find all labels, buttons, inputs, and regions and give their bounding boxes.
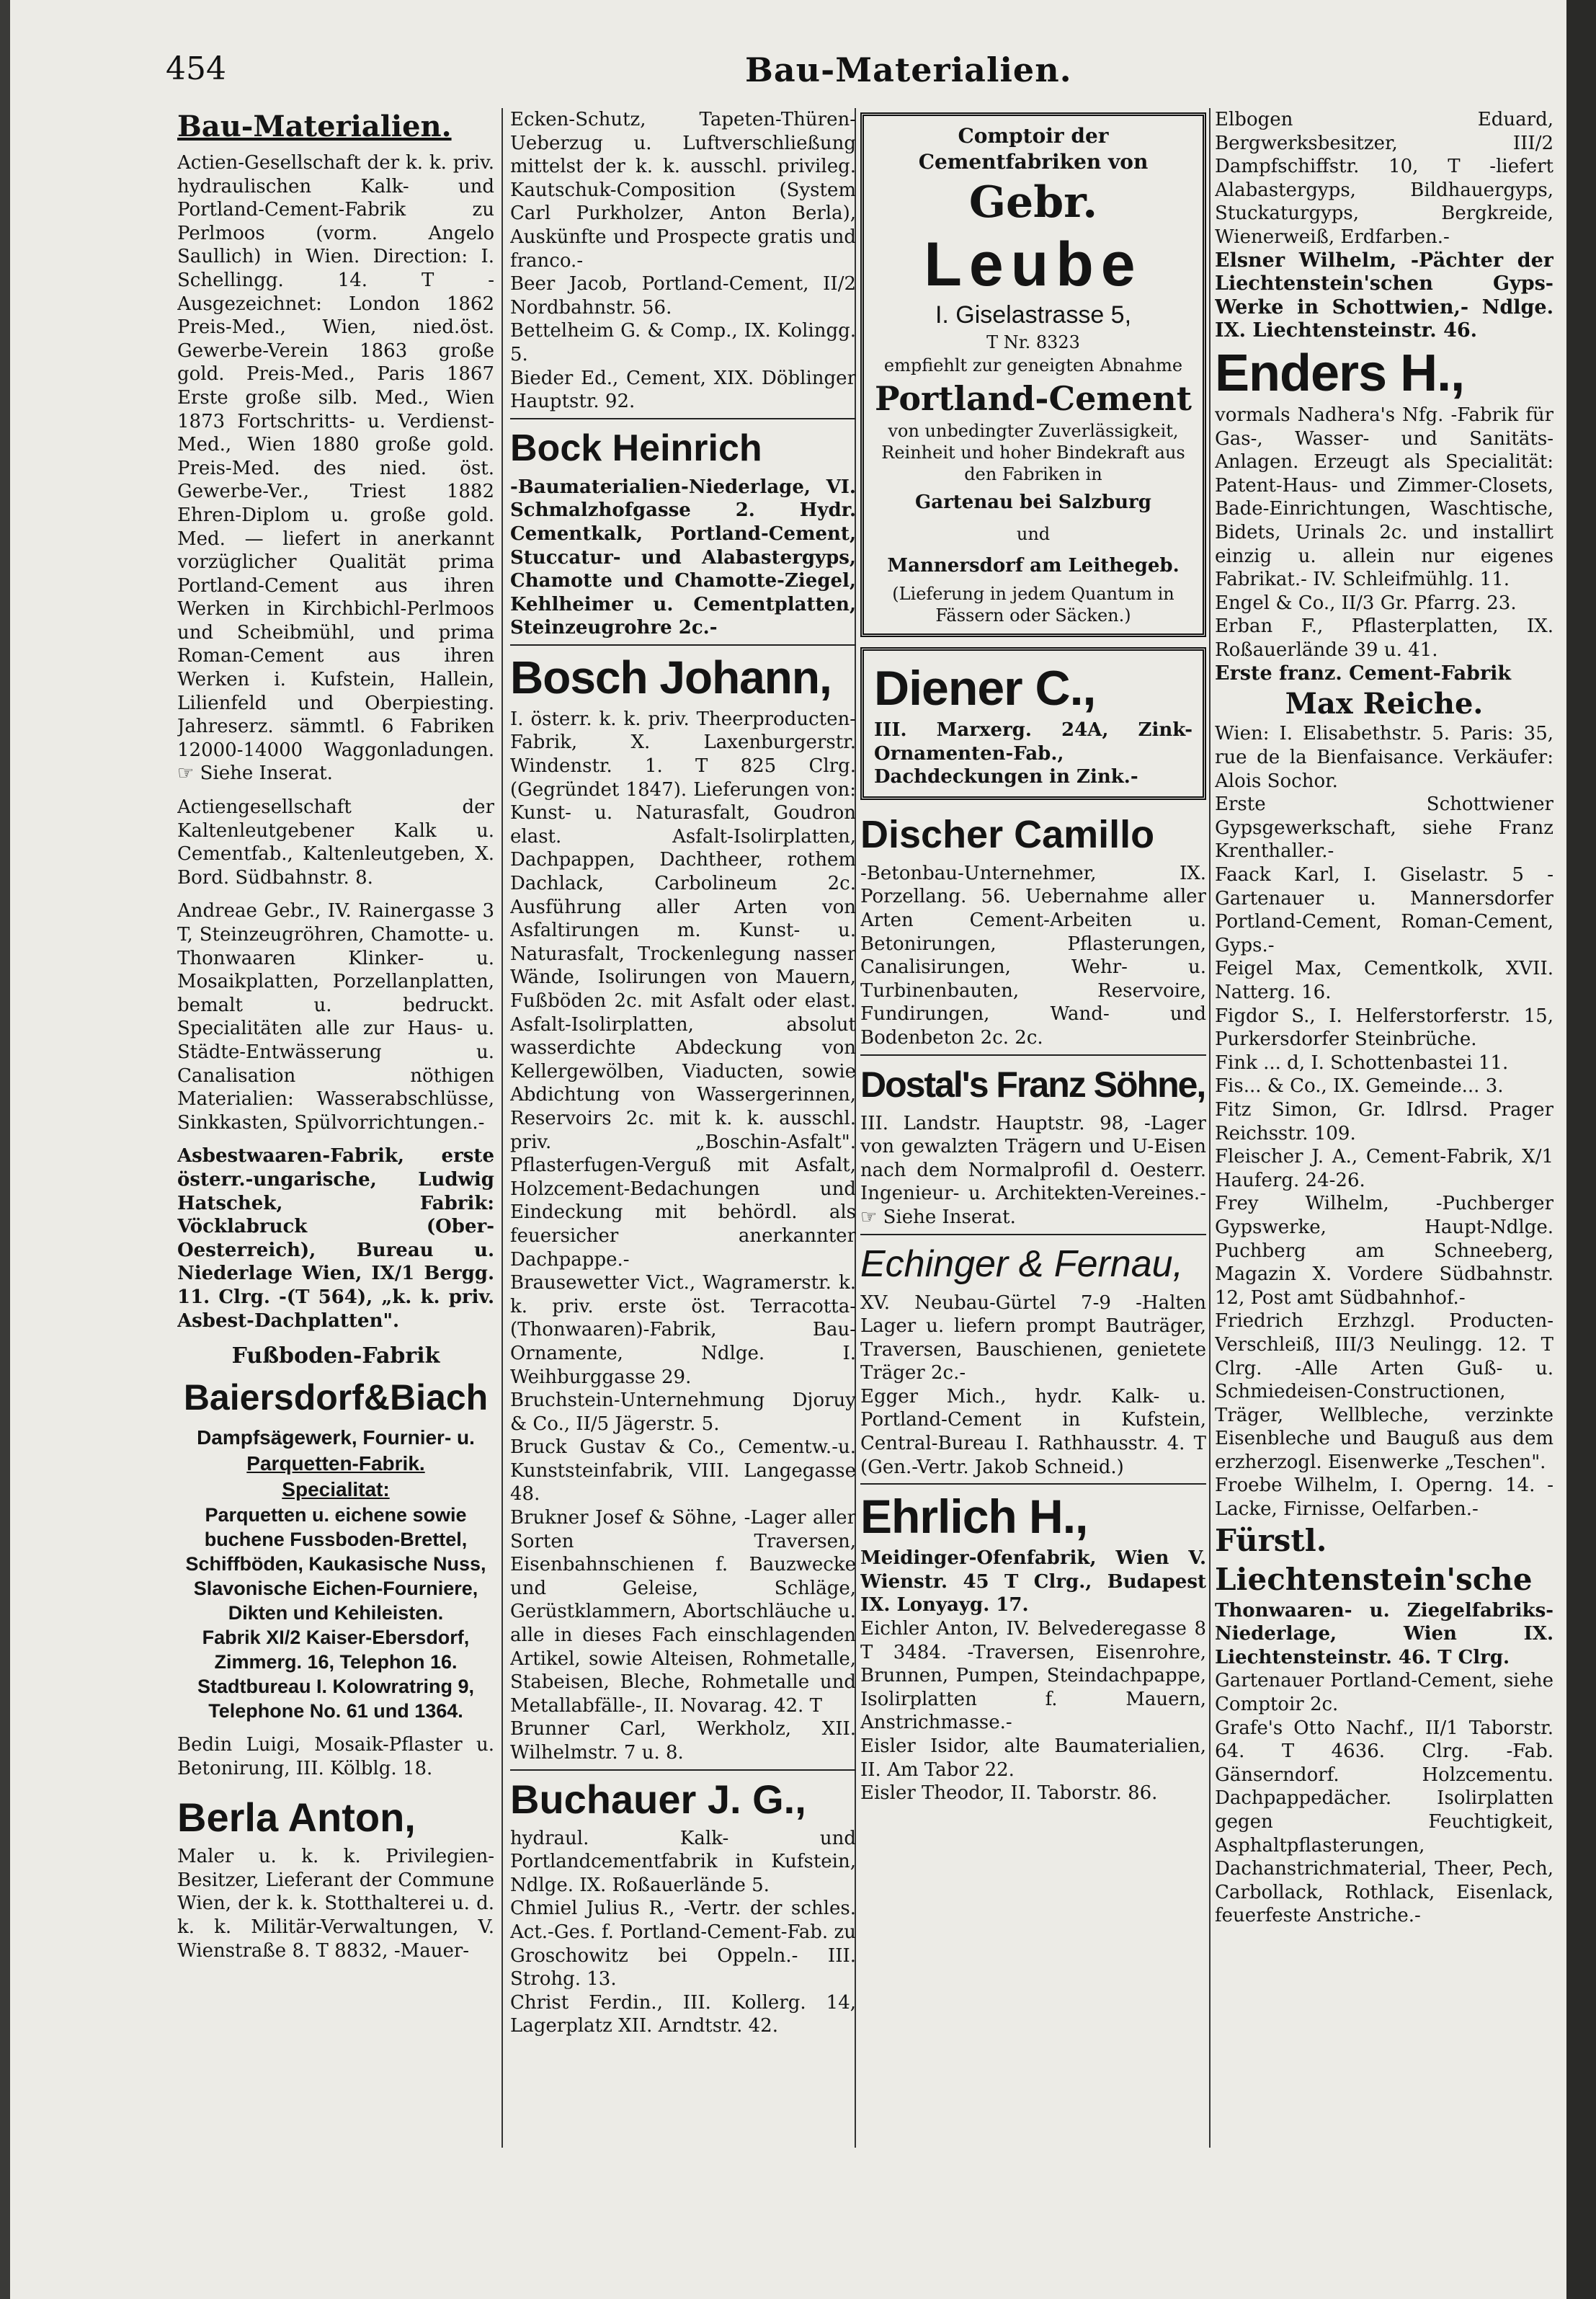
- ad-baiersdorf-sub2: Parquetten-Fabrik.: [246, 1452, 425, 1475]
- entry-eisler-theodor: Eisler Theodor, II. Taborstr. 86.: [860, 1782, 1158, 1805]
- ad-comptoir-und: und: [1016, 524, 1051, 544]
- column-2: [510, 108, 856, 2038]
- ad-echinger-name: Echinger & Fernau,: [860, 1242, 1184, 1285]
- ad-buchauer-name: Buchauer J. G.,: [510, 1776, 806, 1822]
- ad-berla-body: Maler u. k. k. Privilegien-Besitzer, Lieferant der Commune Wien, der k. k. Stotthalterei u. d. k. k. Militär-Verwaltungen, V. Wienstraße 8. T 8832, -Mauer-: [177, 1846, 494, 1962]
- ad-baiersdorf-tel1: Zimmerg. 16, Telephon 16.: [214, 1651, 458, 1673]
- ad-comptoir-body: von unbedingter Zuverlässigkeit, Reinheit und hoher Bindekraft aus den Fabriken in: [881, 421, 1185, 484]
- entry-erste-cement: Erste franz. Cement-Fabrik: [1215, 662, 1512, 685]
- entry-fleischer: Fleischer J. A., Cement-Fabrik, X/1 Hauferg. 24-26.: [1215, 1146, 1553, 1191]
- entry-fitz: Fitz Simon, Gr. Idlrsd. Prager Reichsstr. 109.: [1215, 1098, 1553, 1144]
- column-4: [1215, 108, 1553, 1928]
- entry-brausewetter: Brausewetter Vict., Wagramerstr. k. k. priv. erste öst. Terracotta-(Thonwaaren)-Fabrik, Bau-Ornamente, Ndlge. I. Weihburggasse 29.: [510, 1272, 856, 1388]
- section-title: Bau-Materialien.: [177, 110, 452, 143]
- entry-froebe: Froebe Wilhelm, I. Operng. 14. -Lacke, Firnisse, Oelfarben.-: [1215, 1475, 1553, 1521]
- entry-elbogen: Elbogen Eduard, Bergwerksbesitzer, III/2 Dampfschiffstr. 10, T -liefert Alabastergyps, Bildhauergyps, Stuckaturgyps, Bergkreide, Wienerweiß, Erdfarben.-: [1215, 109, 1553, 248]
- ad-discher-name: Discher Camillo: [860, 812, 1155, 856]
- entry-asbest: Asbestwaaren-Fabrik, erste österr.-ungarische, Ludwig Hatschek, Fabrik: Vöcklabruck (Ober-Oesterreich), Bureau u. Niederlage Wien, IX/1 Bergg. 11. Clrg. -(T 564), „k. k. priv. Asbest-Dachplatten".: [177, 1145, 494, 1332]
- ad-comptoir-leube: [860, 112, 1206, 637]
- ad-baiersdorf-tel2: Telephone No. 61 und 1364.: [208, 1700, 463, 1722]
- entry-feigel: Feigel Max, Cementkolk, XVII. Natterg. 16.: [1215, 958, 1553, 1003]
- entry-bettelheim: Bettelheim G. & Comp., IX. Kolingg. 5.: [510, 320, 856, 365]
- ad-ehrlich-name: Ehrlich H.,: [860, 1490, 1088, 1544]
- ad-reiche-body: Wien: I. Elisabethstr. 5. Paris: 35, rue de la Bienfaisance. Verkäufer: Alois Sochor.: [1215, 723, 1553, 792]
- ad-comptoir-mannersdorf: Mannersdorf am Leithegeb.: [887, 555, 1180, 577]
- column-1: [177, 108, 494, 1962]
- ad-bock-body: -Baumaterialien-Niederlage, VI. Schmalzhofgasse 2. Hydr. Cementkalk, Portland-Cement, Stuccatur- und Alabastergyps, Chamotte und Chamotte-Ziegel, Kehlheimer u. Cementplatten, Steinzeugrohre 2c.-: [510, 476, 856, 639]
- entry-chmiel: Chmiel Julius R., -Vertr. der schles. Act.-Ges. f. Portland-Cement-Fab. zu Groschowitz bei Oppeln.- III. Strohg. 13.: [510, 1898, 856, 1991]
- entry-bruck: Bruck Gustav & Co., Cementw.-u. Kunststeinfabrik, VIII. Langegasse 48.: [510, 1436, 856, 1506]
- ad-reiche-name: Max Reiche.: [1285, 687, 1484, 721]
- ad-ehrlich-body: Meidinger-Ofenfabrik, Wien V. Wienstr. 45 T Clrg., Budapest IX. Lonyayg. 17.: [860, 1547, 1206, 1617]
- column-3: [860, 108, 1206, 1805]
- column-divider: [1209, 108, 1211, 2148]
- ad-fuerstl-body: Thonwaaren- u. Ziegelfabriks-Niederlage, Wien IX. Liechtensteinstr. 46. T Clrg.: [1215, 1599, 1553, 1668]
- entry-brunner: Brunner Carl, Werkholz, XII. Wilhelmstr. 7 u. 8.: [510, 1718, 856, 1764]
- entry-grafe: Grafe's Otto Nachf., II/1 Taborstr. 64. T 4636. Clrg. -Fab. Gänserndorf. Holzcementu. Dachpappedächer. Isolirplatten gegen Feuchtigkeit, Asphaltpflasterungen, Dachanstrichmaterial, Theer, Pech, Carbollack, Rothlack, Eisenlack, feuerfeste Anstriche.-: [1215, 1717, 1553, 1927]
- entry-fis: Fis... & Co., IX. Gemeinde... 3.: [1215, 1075, 1504, 1098]
- ad-diener-body: III. Marxerg. 24A, Zink-Ornamenten-Fab., Dachdeckungen in Zink.-: [874, 719, 1192, 788]
- entry-elsner: Elsner Wilhelm, -Pächter der Liechtenstein'schen Gyps-Werke in Schottwien,- Ndlge. IX. Liechtensteinstr. 46.: [1215, 249, 1553, 342]
- ad-dostal-name: Dostal's Franz Söhne,: [860, 1064, 1205, 1105]
- ad-comptoir-tel: T Nr. 8323: [986, 332, 1080, 352]
- entry-erste-schottwiener: Erste Schottwiener Gypsgewerkschaft, siehe Franz Krenthaller.-: [1215, 793, 1553, 863]
- entry-gartenauer: Gartenauer Portland-Cement, siehe Comptoir 2c.: [1215, 1670, 1553, 1716]
- ad-dostal-body: III. Landstr. Hauptstr. 98, -Lager von gewalzten Trägern und U-Eisen nach dem Normalprofil d. Oesterr. Ingenieur- u. Architekten-Vereines.- ☞ Siehe Inserat.: [860, 1112, 1206, 1228]
- ad-baiersdorf-fabrik: Fabrik XI/2 Kaiser-Ebersdorf,: [202, 1627, 470, 1649]
- ad-baiersdorf-name: Baiersdorf&Biach: [183, 1377, 489, 1418]
- ad-baiersdorf-spec: Specialitat:: [282, 1478, 390, 1501]
- entry-beer: Beer Jacob, Portland-Cement, II/2 Nordbahnstr. 56.: [510, 273, 856, 319]
- ad-comptoir-portland: Portland-Cement: [874, 379, 1192, 418]
- ad-comptoir-gebr: Gebr.: [968, 177, 1098, 228]
- ad-echinger-body: XV. Neubau-Gürtel 7-9 -Halten Lager u. liefern prompt Bauträger, Traversen, Bauschienen, genietete Träger 2c.-: [860, 1291, 1206, 1384]
- entry-engel: Engel & Co., II/3 Gr. Pfarrg. 23.: [1215, 592, 1517, 614]
- ad-baiersdorf-stadt: Stadtbureau I. Kolowratring 9,: [197, 1676, 475, 1698]
- book-binding-edge: [1566, 0, 1596, 2299]
- entry-egger: Egger Mich., hydr. Kalk- u. Portland-Cement in Kufstein, Central-Bureau I. Rathhausstr. 4. T (Gen.-Vertr. Jakob Schneid.): [860, 1385, 1206, 1478]
- ad-discher-body: -Betonbau-Unternehmer, IX. Porzellang. 56. Uebernahme aller Arten Cement-Arbeiten u. Betonirungen, Pflasterungen, Canalisirungen, Wehr- u. Turbinenbauten, Reservoire, Fundirungen, Wand- und Bodenbeton 2c. 2c.: [860, 862, 1206, 1049]
- ad-diener: [860, 647, 1206, 800]
- entry-ecken-schutz: Ecken-Schutz, Tapeten-Thüren-Ueberzug u. Luftverschließung mittelst der k. k. ausschl. privileg. Kautschuk-Composition (System Carl Purkholzer, Anton Berla), Auskünfte und Prospecte gratis und franco.-: [510, 109, 856, 272]
- entry-fink: Fink ... d, I. Schottenbastei 11.: [1215, 1051, 1509, 1074]
- ad-baiersdorf-body: Parquetten u. eichene sowie buchene Fussboden-Brettel, Schiffböden, Kaukasische Nuss, Slavonische Eichen-Fourniere, Dikten und Kehileisten.: [185, 1504, 486, 1624]
- ad-bosch-name: Bosch Johann,: [510, 651, 832, 703]
- ad-bock-name: Bock Heinrich: [510, 427, 762, 469]
- ad-fuerstl-head: Fürstl. Liechtenstein'sche: [1215, 1522, 1533, 1597]
- ad-berla-name: Berla Anton,: [177, 1795, 416, 1841]
- entry-friedrich: Friedrich Erzhzgl. Producten-Verschleiß, III/3 Neulingg. 12. T Clrg. -Alle Arten Guß- u. Schmiedeisen-Constructionen, Träger, Wellbleche, verzinkte Eisenbleche und Bauguß aus dem erzherzogl. Eisenwerke „Teschen".: [1215, 1310, 1553, 1473]
- entry-faack: Faack Karl, I. Giselastr. 5 -Gartenauer u. Mannersdorfer Portland-Cement, Roman-Cement, Gyps.-: [1215, 864, 1553, 956]
- running-head: Bau-Materialien.: [745, 50, 1072, 89]
- ad-diener-name: Diener C.,: [874, 661, 1096, 716]
- ad-bosch-body: I. österr. k. k. priv. Theerproducten-Fabrik, X. Laxenburgerstr. Windenstr. 1. T 825 Clrg. (Gegründet 1847). Lieferungen von: Kunst- u. Naturasfalt, Goudron elast. Asfalt-Isolirplatten, Dachpappen, Dachtheer, rothem Dachlack, Carbolineum 2c. Ausführung aller Arten von Asfaltirungen m. Kunst- u. Naturasfalt, Trockenlegung nasser Wände, Isolirungen von Mauern, Fußböden 2c. mit Asfalt oder elast. Asfalt-Isolirplatten, absolut wasserdichte Abdeckung von Kellergewölben, Viaducten, sowie Abdichtung von Wassergerinnen, Reservoirs 2c. mit k. k. ausschl. priv. „Boschin-Asfalt". Pflasterfugen-Verguß mit Asfalt, Holzcement-Bedachungen und Eindeckung mit behördl. als feuersicher anerkannter Dachpappe.-: [510, 708, 856, 1271]
- page-number: 454: [166, 50, 226, 87]
- ad-comptoir-empf: empfiehlt zur geneigten Abnahme: [883, 355, 1183, 375]
- entry-frey: Frey Wilhelm, -Puchberger Gypswerke, Haupt-Ndlge. Puchberg am Schneeberg, Magazin X. Vordere Südbahnstr. 12, Post amt Südbahnhof.-: [1215, 1193, 1553, 1309]
- entry-figdor: Figdor S., I. Helferstorferstr. 15, Purkersdorfer Steinbrüche.: [1215, 1005, 1553, 1051]
- entry-brukner: Brukner Josef & Söhne, -Lager aller Sorten Traversen, Eisenbahnschienen f. Bauzwecke und Geleise, Schläge, Gerüstklammern, Abortschläuche u. alle in dieses Fach einschlagenden Artikel, sowie Alteisen, Rohmetalle, Stabeisen, Bleche, Rohmetalle und Metallabfälle-, II. Novarag. 42. T: [510, 1507, 856, 1717]
- ad-comptoir-leube-name: Leube: [924, 230, 1143, 299]
- entry-erban: Erban F., Pflasterplatten, IX. Roßauerlände 39 u. 41.: [1215, 615, 1553, 661]
- entry-actien-perlmoos: Actien-Gesellschaft der k. k. priv. hydraulischen Kalk- und Portland-Cement-Fabrik zu Perlmoos (vorm. Angelo Saullich) in Wien. Direction: I. Schellingg. 14. T -Ausgezeichnet: London 1862 Preis-Med., Wien, nied.öst. Gewerbe-Verein 1863 große gold. Preis-Med., Paris 1867 Erste große silb. Med., Wien 1873 Fortschritts- u. Verdienst-Med., Wien 1880 große gold. Preis-Med. des nied. öst. Gewerbe-Ver., Triest 1882 Ehren-Diplom u. große gold. Med. — liefert in anerkannt vorzüglicher Qualität prima Portland-Cement aus ihren Werken in Kirchbichl-Perlmoos und Scheibmühl, und prima Roman-Cement aus ihren Werken i. Kufstein, Hallein, Lilienfeld und Oberpiesting. Jahreserz. sämmtl. 6 Fabriken 12000-14000 Waggonladungen. ☞ Siehe Inserat.: [177, 152, 494, 785]
- entry-andreae: Andreae Gebr., IV. Rainergasse 3 T, Steinzeugröhren, Chamotte- u. Thonwaaren Klinker- u. Mosaikplatten, Porzellanplatten, bemalt u. bedruckt. Specialitäten alle zur Haus- u. Städte-Entwässerung u. Canalisation nöthigen Materialien: Wasserabschlüsse, Sinkkasten, Spülvorrichtungen.-: [177, 900, 494, 1134]
- directory-page: [10, 0, 1566, 2299]
- entry-bedin: Bedin Luigi, Mosaik-Pflaster u. Betonirung, III. Kölblg. 18.: [177, 1734, 494, 1779]
- ad-enders-body: vormals Nadhera's Nfg. -Fabrik für Gas-, Wasser- und Sanitäts-Anlagen. Erzeugt als Specialität: Patent-Haus- und Zimmer-Closets, Bade-Einrichtungen, Waschtische, Bidets, Urinals 2c. und installirt einzig u. allein nur eigenes Fabrikat.- IV. Schleifmühlg. 11.: [1215, 404, 1553, 591]
- ad-baiersdorf-sub1: Dampfsägewerk, Fournier- u.: [197, 1426, 475, 1449]
- entry-christ: Christ Ferdin., III. Kollerg. 14, Lagerplatz XII. Arndtstr. 42.: [510, 1991, 856, 2037]
- ad-comptoir-lieferung: (Lieferung in jedem Quantum in Fässern oder Säcken.): [892, 584, 1174, 626]
- column-divider: [501, 108, 503, 2148]
- ad-fussboden-head: Fußboden-Fabrik: [231, 1343, 440, 1369]
- ad-comptoir-addr: I. Giselastrasse 5,: [935, 301, 1132, 329]
- entry-eisler-isidor: Eisler Isidor, alte Baumaterialien, II. Am Tabor 22.: [860, 1735, 1206, 1781]
- entry-actien-kaltenleutgeben: Actiengesellschaft der Kaltenleutgebener Kalk u. Cementfab., Kaltenleutgeben, X. Bord. Südbahnstr. 8.: [177, 796, 494, 889]
- ad-buchauer-body: hydraul. Kalk- und Portlandcementfabrik in Kufstein, Ndlge. IX. Roßauerlände 5.: [510, 1827, 856, 1896]
- ad-enders-name: Enders H.,: [1215, 344, 1465, 402]
- ad-comptoir-head: Comptoir der Cementfabriken von: [918, 124, 1149, 174]
- entry-bieder: Bieder Ed., Cement, XIX. Döblinger Hauptstr. 92.: [510, 367, 856, 413]
- ad-comptoir-gartenau: Gartenau bei Salzburg: [915, 492, 1151, 513]
- entry-bruchstein: Bruchstein-Unternehmung Djoruy & Co., II/5 Jägerstr. 5.: [510, 1389, 856, 1435]
- entry-eichler: Eichler Anton, IV. Belvederegasse 8 T 3484. -Traversen, Eisenrohre, Brunnen, Pumpen, Steindachpappe, Isolirplatten f. Mauern, Anstrichmasse.-: [860, 1618, 1206, 1734]
